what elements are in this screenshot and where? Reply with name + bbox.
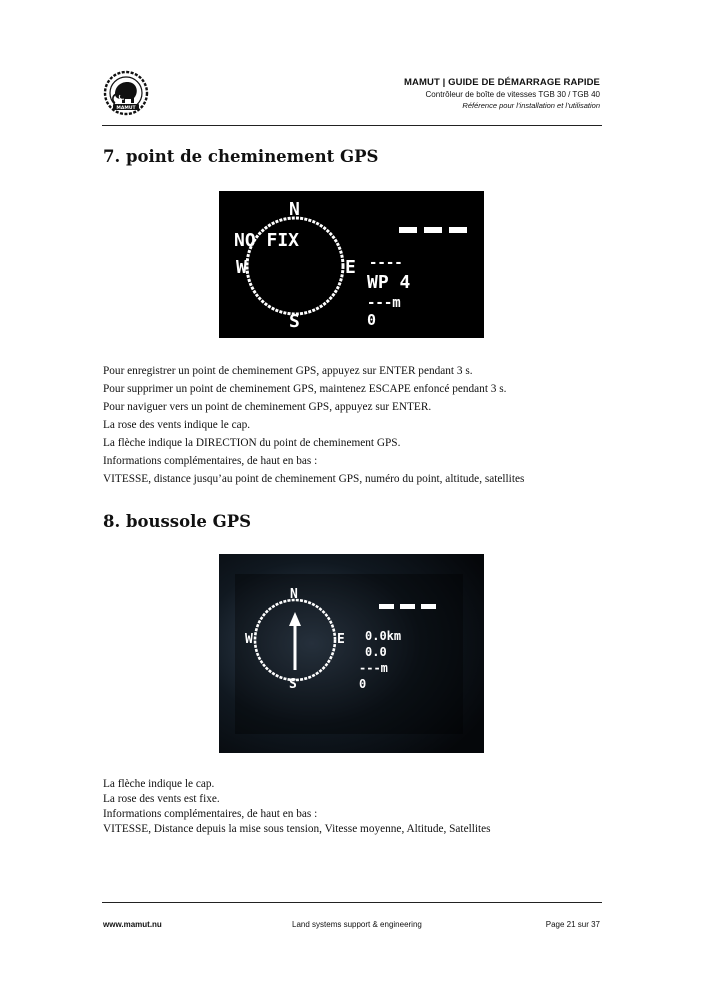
header-rule [102,125,602,126]
section-heading-gps-compass: 8. boussole GPS [103,512,252,531]
north-label: N [289,199,300,220]
south-label: S [289,311,300,332]
footer-tagline: Land systems support & engineering [292,920,422,929]
average-speed-readout: 0.0 [365,645,387,659]
distance-readout: 0.0km [365,629,402,643]
footer-rule [102,902,602,903]
west-label: W [245,632,253,647]
text-line: La flèche indique le cap. [103,778,215,790]
text-line: Pour naviguer vers un point de cheminement GPS, appuyez sur ENTER. [103,401,432,413]
header-subtitle: Contrôleur de boîte de vitesses TGB 30 / TGB 40 [425,90,600,99]
waypoint-number: WP 4 [367,272,411,293]
distance-readout: ---- [369,255,403,271]
text-line: La rose des vents est fixe. [103,793,220,805]
header-subtitle-reference: Référence pour l’installation et l’utilisation [462,101,600,110]
mamut-logo [103,70,149,116]
text-line: Informations complémentaires, de haut en bas : [103,455,318,467]
west-label: W [236,257,247,278]
svg-text:MAMUT: MAMUT [116,106,136,111]
east-label: E [345,257,356,278]
header-title: MAMUT | GUIDE DE DÉMARRAGE RAPIDE [404,77,600,88]
satellites-readout: 0 [367,311,377,329]
no-fix-label: NO FIX [234,230,300,251]
altitude-readout: ---m [359,661,388,675]
gps-compass-screen-image [219,554,484,753]
section-heading-gps-waypoint: 7. point de cheminement GPS [103,147,379,166]
text-line: La flèche indique la DIRECTION du point de cheminement GPS. [103,437,401,449]
satellites-readout: 0 [359,677,367,691]
text-line: La rose des vents indique le cap. [103,419,251,431]
gps-waypoint-screen-image [219,191,484,338]
altitude-readout: ---m [367,295,401,311]
text-line: Pour enregistrer un point de cheminement GPS, appuyez sur ENTER pendant 3 s. [103,365,473,377]
section8-text [103,777,491,837]
text-line: Informations complémentaires, de haut en bas : [103,808,318,820]
text-line: VITESSE, Distance depuis la mise sous tension, Vitesse moyenne, Altitude, Satellites [103,823,491,835]
north-label: N [290,587,298,602]
footer-page-number: Page 21 sur 37 [545,920,600,929]
text-line: VITESSE, distance jusqu’au point de cheminement GPS, numéro du point, altitude, satellites [103,473,525,485]
footer-website: www.mamut.nu [103,920,162,929]
section7-text [103,362,524,488]
text-line: Pour supprimer un point de cheminement GPS, maintenez ESCAPE enfoncé pendant 3 s. [103,383,507,395]
south-label: S [289,677,297,692]
east-label: E [337,632,345,647]
